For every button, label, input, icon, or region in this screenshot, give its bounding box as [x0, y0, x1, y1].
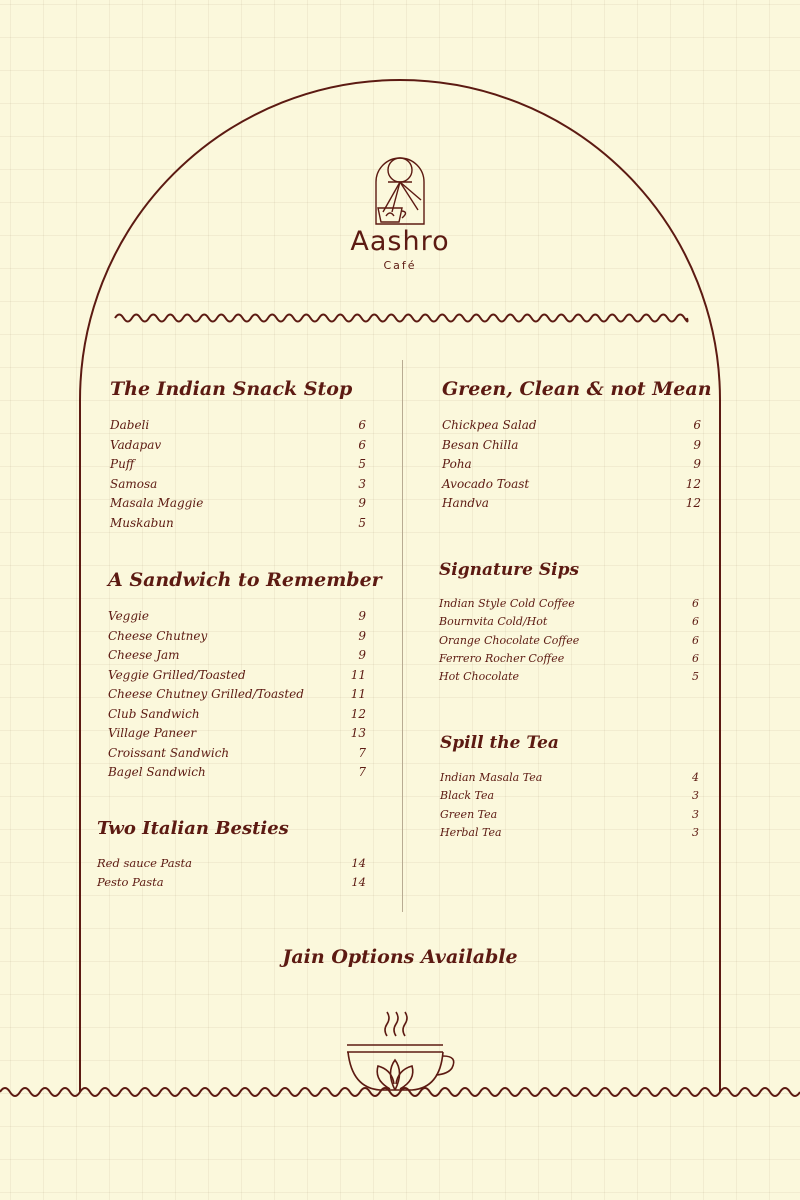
menu-item-price: 9	[358, 628, 366, 643]
menu-item-name: Croissant Sandwich	[108, 745, 230, 760]
menu-item-price: 6	[692, 651, 699, 665]
menu-item-name: Ferrero Rocher Coffee	[439, 651, 565, 665]
menu-item-name: Red sauce Pasta	[97, 856, 193, 870]
menu-item-name: Cheese Chutney	[108, 628, 208, 643]
brand-subtitle: Café	[383, 259, 417, 272]
menu-item-name: Cheese Chutney Grilled/Toasted	[108, 687, 304, 701]
menu-item-name: Bagel Sandwich	[108, 765, 206, 779]
menu-item-price: 14	[351, 856, 366, 870]
menu-item-name: Cheese Jam	[108, 648, 180, 662]
menu-item-price: 12	[685, 496, 701, 510]
menu-item-price: 5	[358, 457, 366, 471]
menu-item-price: 9	[693, 457, 701, 471]
menu-item-price: 5	[358, 515, 366, 530]
menu-item-name: Besan Chilla	[442, 437, 519, 452]
menu-item-price: 14	[351, 874, 366, 889]
menu-item-price: 9	[358, 496, 366, 510]
menu-item-name: Indian Style Cold Coffee	[439, 597, 575, 610]
wave-divider-top	[115, 315, 688, 322]
menu-item-price: 12	[685, 476, 701, 491]
jain-options-note: Jain Options Available	[282, 946, 518, 968]
menu-item-price: 7	[358, 765, 366, 779]
menu-item-name: Handva	[442, 496, 489, 510]
menu-item-name: Samosa	[110, 476, 158, 491]
section-title: The Indian Snack Stop	[110, 378, 353, 400]
menu-item-price: 3	[692, 789, 699, 803]
menu-item-name: Indian Masala Tea	[440, 771, 543, 784]
menu-item-price: 6	[693, 418, 701, 432]
menu-item-name: Veggie Grilled/Toasted	[108, 667, 246, 682]
section-title: A Sandwich to Remember	[108, 569, 382, 591]
menu-item-name: Bournvita Cold/Hot	[439, 615, 548, 629]
menu-item-name: Dabeli	[110, 418, 150, 432]
menu-item-price: 6	[692, 633, 699, 647]
menu-item-name: Green Tea	[440, 807, 498, 821]
brand-name: Aashro	[350, 226, 450, 257]
menu-item-name: Muskabun	[110, 515, 174, 530]
menu-item-name: Orange Chocolate Coffee	[439, 633, 580, 647]
menu-item-price: 12	[350, 706, 366, 721]
menu-item-name: Vadapav	[110, 437, 162, 452]
menu-item-price: 6	[358, 437, 366, 452]
menu-item-price: 5	[692, 670, 699, 684]
tea-cup-icon	[347, 1012, 454, 1090]
menu-item-price: 11	[350, 687, 366, 701]
menu-item-name: Veggie	[108, 609, 149, 623]
menu-item-price: 3	[692, 807, 699, 821]
section-title: Two Italian Besties	[97, 818, 289, 839]
menu-item-name: Poha	[442, 457, 472, 471]
menu-item-price: 9	[358, 609, 366, 623]
menu-item-name: Hot Chocolate	[439, 670, 520, 684]
menu-item-name: Club Sandwich	[108, 706, 200, 721]
cafe-logo-icon	[376, 158, 424, 224]
menu-item-name: Masala Maggie	[110, 496, 204, 510]
menu-item-name: Avocado Toast	[442, 476, 530, 491]
menu-item-name: Chickpea Salad	[442, 418, 537, 432]
menu-item-name: Black Tea	[440, 789, 495, 803]
menu-item-name: Pesto Pasta	[97, 874, 164, 889]
section-title: Green, Clean & not Mean	[442, 378, 712, 400]
menu-item-name: Village Paneer	[108, 726, 197, 740]
menu-item-price: 4	[692, 771, 699, 784]
menu-item-price: 9	[693, 437, 701, 452]
section-title: Spill the Tea	[440, 733, 559, 753]
column-divider	[402, 360, 403, 912]
menu-item-price: 7	[358, 745, 366, 760]
menu-item-price: 13	[350, 726, 366, 740]
menu-item-price: 6	[358, 418, 366, 432]
menu-item-price: 9	[358, 648, 366, 662]
menu-item-price: 3	[358, 476, 366, 491]
menu-item-price: 11	[350, 667, 366, 682]
menu-item-name: Herbal Tea	[440, 825, 502, 839]
section-title: Signature Sips	[439, 560, 580, 580]
menu-item-name: Puff	[110, 457, 135, 471]
menu-item-price: 6	[692, 615, 699, 629]
menu-item-price: 3	[692, 825, 699, 839]
menu-item-price: 6	[692, 597, 699, 610]
